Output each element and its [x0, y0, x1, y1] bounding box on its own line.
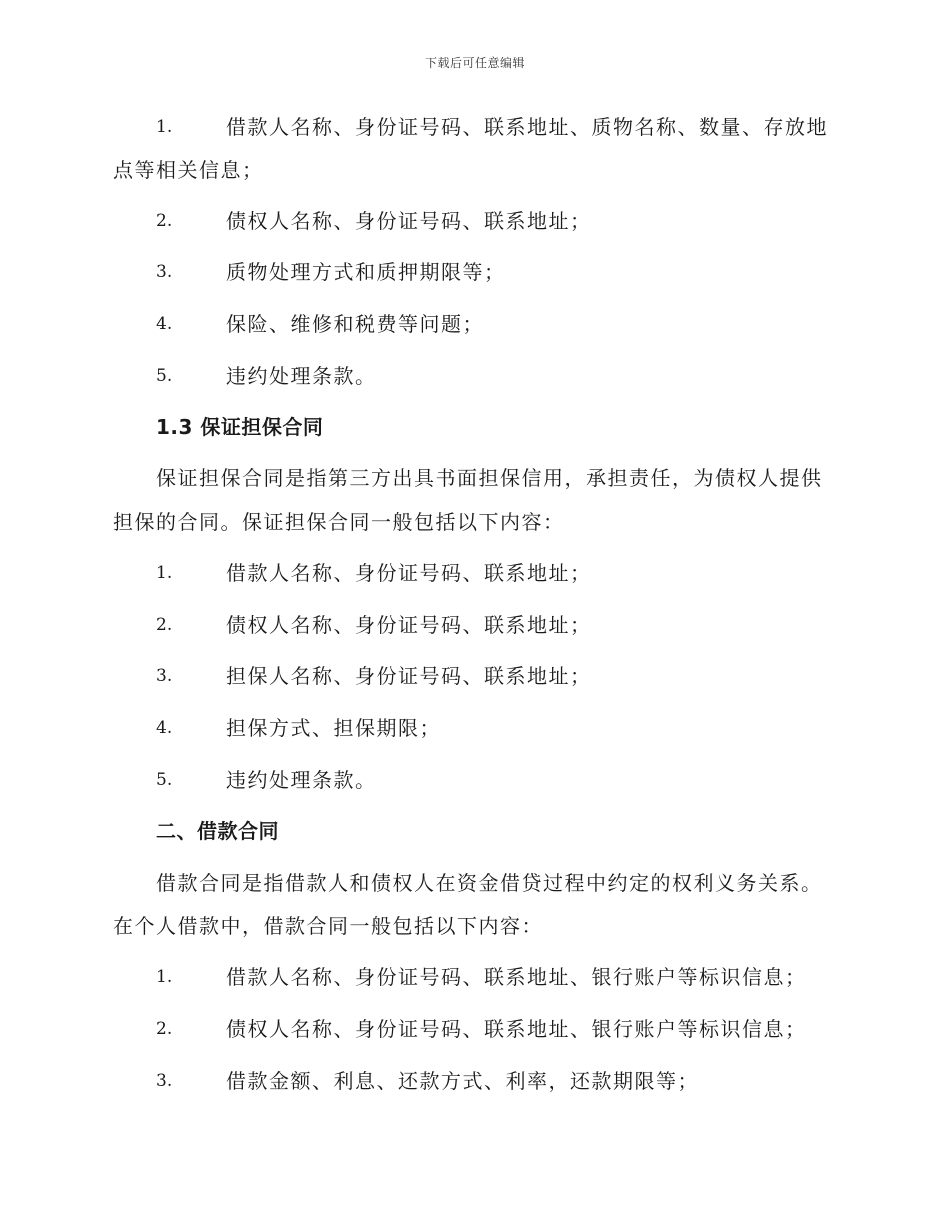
- list-number: 4.: [156, 718, 173, 738]
- list-number: 5.: [156, 770, 173, 790]
- list-number: 1.: [156, 967, 173, 987]
- list-text: 违约处理条款。: [226, 364, 377, 388]
- list-number: 4.: [156, 314, 173, 334]
- paragraph-text: 担保的合同。保证担保合同一般包括以下内容：: [113, 510, 565, 534]
- list-number: 3.: [156, 666, 173, 686]
- list-text: 借款人名称、身份证号码、联系地址；: [226, 561, 592, 585]
- list-text: 质物处理方式和质押期限等；: [226, 260, 506, 284]
- list-text: 担保方式、担保期限；: [226, 716, 441, 740]
- list-number: 2.: [156, 615, 173, 635]
- list-number: 1.: [156, 117, 173, 137]
- list-text: 担保人名称、身份证号码、联系地址；: [226, 664, 592, 688]
- list-number: 2.: [156, 211, 173, 231]
- page-header: 下载后可任意编辑: [424, 56, 525, 70]
- section-heading-text: 二、借款合同: [156, 819, 279, 843]
- list-text: 债权人名称、身份证号码、联系地址、银行账户等标识信息；: [226, 1017, 807, 1041]
- list-number: 3.: [156, 262, 173, 282]
- list-text: 借款人名称、身份证号码、联系地址、银行账户等标识信息；: [226, 965, 807, 989]
- list-number: 2.: [156, 1019, 173, 1039]
- list-text: 保险、维修和税费等问题；: [226, 312, 484, 336]
- paragraph-text: 借款合同是指借款人和债权人在资金借贷过程中约定的权利义务关系。: [156, 871, 823, 895]
- list-text: 借款金额、利息、还款方式、利率，还款期限等；: [226, 1069, 699, 1093]
- paragraph-text: 保证担保合同是指第三方出具书面担保信用，承担责任，为债权人提供: [156, 466, 823, 490]
- list-text: 债权人名称、身份证号码、联系地址；: [226, 209, 592, 233]
- list-text: 借款人名称、身份证号码、联系地址、质物名称、数量、存放地: [226, 115, 828, 139]
- list-text-continuation: 点等相关信息；: [113, 158, 264, 182]
- list-text: 债权人名称、身份证号码、联系地址；: [226, 613, 592, 637]
- list-text: 违约处理条款。: [226, 768, 377, 792]
- section-heading-text: 1.3 保证担保合同: [156, 415, 324, 439]
- list-number: 5.: [156, 366, 173, 386]
- list-number: 3.: [156, 1071, 173, 1091]
- list-number: 1.: [156, 563, 173, 583]
- paragraph-text: 在个人借款中，借款合同一般包括以下内容：: [113, 914, 543, 938]
